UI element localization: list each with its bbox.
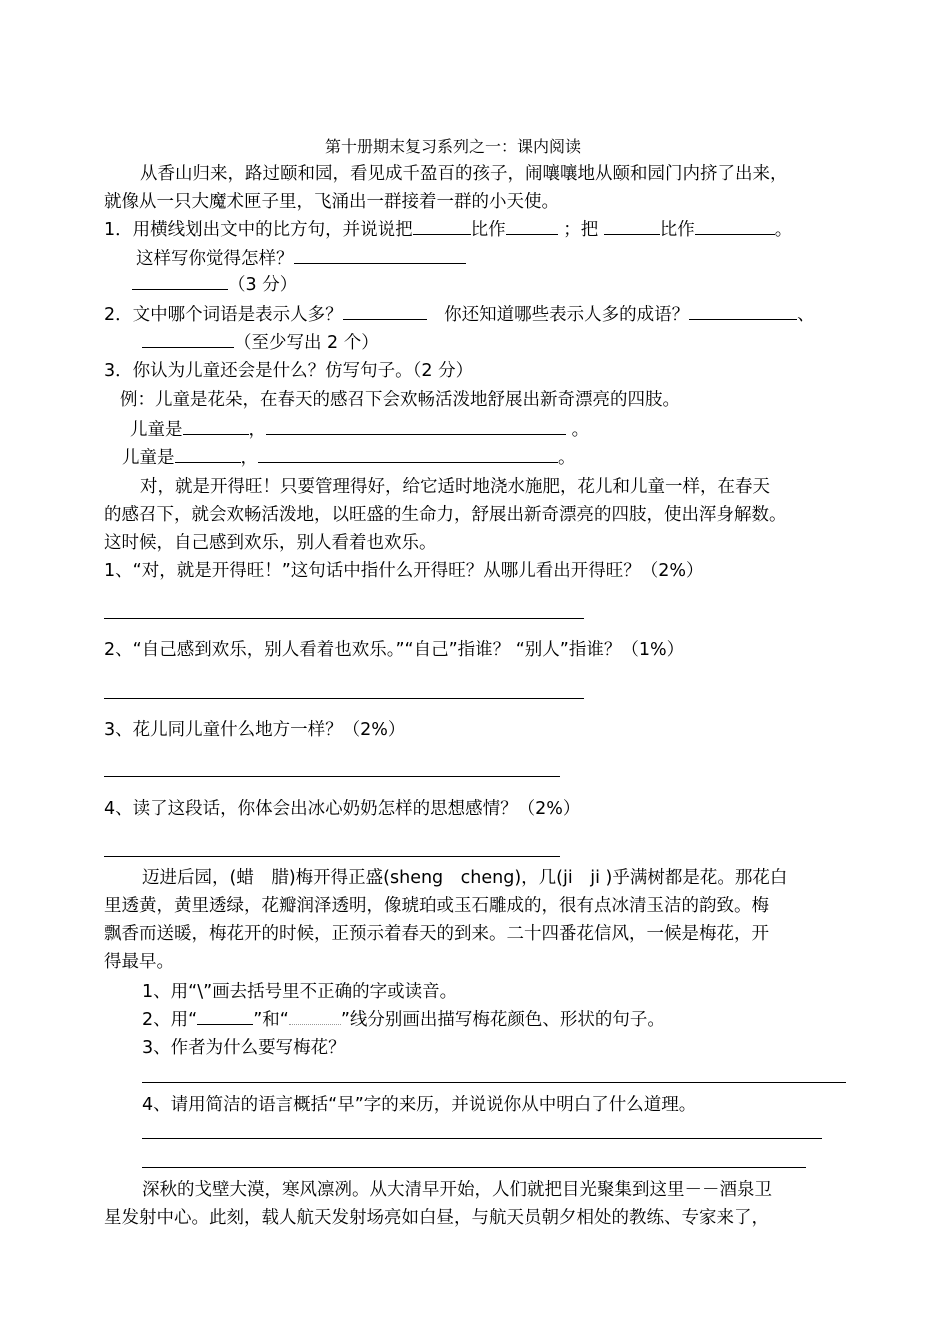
question-text: 2、用“ — [142, 1010, 198, 1030]
punctuation: 、 — [797, 305, 815, 325]
punctuation: ， — [248, 420, 266, 440]
question-text: ”线分别画出描写梅花颜色、形状的句子。 — [340, 1010, 665, 1030]
answer-blank[interactable] — [258, 446, 558, 463]
passage4-line1: 深秋的戈壁大漠，寒风凛冽。从大清早开始，人们就把目光聚集到这里－－酒泉卫 — [142, 1180, 772, 1200]
section3-question1: 1、用“\”画去括号里不正确的字或读音。 — [142, 982, 458, 1002]
page-title: 第十册期末复习系列之一：课内阅读 — [325, 137, 582, 156]
punctuation: 。 — [558, 448, 576, 468]
question1-subline — [136, 247, 466, 271]
answer-blank[interactable] — [506, 218, 558, 235]
section3-question4: 4、请用简洁的语言概括“早”字的来历，并说说你从中明白了什么道理。 — [142, 1095, 697, 1115]
passage3-line3: 飘香而送暖，梅花开的时候，正预示着春天的到来。二十四番花信风，一候是梅花，开 — [104, 924, 769, 944]
question1-sub-text: 这样写你觉得怎样？ — [136, 249, 294, 269]
passage1-line2: 就像从一只大魔术匣子里，飞涌出一群接着一群的小天使。 — [104, 192, 559, 212]
passage1-line1: 从香山归来，路过颐和园，看见成千盈百的孩子，闹嚷嚷地从颐和园门内挤了出来， — [140, 164, 788, 184]
straight-line-sample — [197, 1008, 253, 1025]
section2-question1: 1、“对，就是开得旺！”这句话中指什么开得旺？从哪儿看出开得旺？（2%） — [104, 561, 704, 581]
answer-blank[interactable] — [413, 218, 471, 235]
question1-score-line — [132, 273, 297, 297]
answer-line[interactable] — [104, 776, 560, 777]
question1-line — [104, 218, 792, 242]
answer-blank[interactable] — [175, 446, 241, 463]
question3-example: 例：儿童是花朵，在春天的感召下会欢畅活泼地舒展出新奇漂亮的四肢。 — [120, 390, 680, 410]
passage2-line3: 这时候，自己感到欢乐，别人看着也欢乐。 — [104, 533, 437, 553]
answer-prefix: 儿童是 — [122, 448, 175, 468]
answer-blank[interactable] — [604, 218, 660, 235]
passage3-line4: 得最早。 — [104, 952, 174, 972]
question1-text: 1．用横线划出文中的比方句，并说说把 — [104, 220, 413, 240]
punctuation: ， — [240, 448, 258, 468]
answer-line[interactable] — [104, 856, 560, 857]
question3-answer-line — [130, 418, 589, 442]
passage3-line1: 迈进后园，(蜡 腊)梅开得正盛(sheng cheng)，几(ji ji )乎满树都是花。那花白 — [142, 868, 788, 888]
answer-blank[interactable] — [343, 303, 427, 320]
answer-blank[interactable] — [689, 303, 797, 320]
question2-note: （至少写出 2 个） — [234, 333, 379, 353]
answer-blank[interactable] — [142, 331, 234, 348]
answer-blank[interactable] — [183, 418, 249, 435]
section2-question3: 3、花儿同儿童什么地方一样？（2%） — [104, 720, 406, 740]
question2-line — [104, 303, 815, 327]
question2-text: 2．文中哪个词语是表示人多？ — [104, 305, 343, 325]
answer-prefix: 儿童是 — [130, 420, 183, 440]
punctuation: 。 — [774, 220, 793, 240]
punctuation: 。 — [571, 420, 590, 440]
answer-line[interactable] — [104, 618, 584, 619]
answer-line[interactable] — [142, 1082, 846, 1083]
answer-blank[interactable] — [695, 218, 775, 235]
compare-word: 比作 — [470, 220, 506, 240]
answer-blank[interactable] — [132, 273, 228, 290]
section2-question2: 2、“自己感到欢乐，别人看着也欢乐。”“自己”指谁？ “别人”指谁？（1%） — [104, 640, 685, 660]
answer-blank[interactable] — [294, 247, 466, 264]
passage3-line2: 里透黄，黄里透绿，花瓣润泽透明，像琥珀或玉石雕成的，很有点冰清玉洁的韵致。梅 — [104, 896, 769, 916]
question1-separator: ；把 — [563, 220, 599, 240]
passage2-line1: 对，就是开得旺！只要管理得好，给它适时地浇水施肥，花儿和儿童一样，在春天 — [140, 477, 770, 497]
answer-line[interactable] — [104, 698, 584, 699]
compare-word: 比作 — [659, 220, 695, 240]
section3-question3: 3、作者为什么要写梅花？ — [142, 1038, 346, 1058]
passage2-line2: 的感召下，就会欢畅活泼地，以旺盛的生命力，舒展出新奇漂亮的四肢，使出浑身解数。 — [104, 505, 787, 525]
section2-question4: 4、读了这段话，你体会出冰心奶奶怎样的思想感情？（2%） — [104, 799, 581, 819]
answer-line[interactable] — [142, 1138, 822, 1139]
question2-text-b: 你还知道哪些表示人多的成语？ — [444, 305, 690, 325]
wavy-line-sample — [289, 1010, 341, 1025]
question2-subline — [142, 331, 379, 355]
section3-question2 — [142, 1008, 665, 1032]
answer-line[interactable] — [142, 1167, 806, 1168]
question3-answer-line — [122, 446, 576, 470]
score-label: （3 分） — [228, 275, 298, 295]
passage4-line2: 星发射中心。此刻，载人航天发射场亮如白昼，与航天员朝夕相处的教练、专家来了， — [104, 1208, 769, 1228]
question3-text: 3．你认为儿童还会是什么？仿写句子。（2 分） — [104, 361, 474, 381]
question-text: ”和“ — [253, 1010, 289, 1030]
answer-blank[interactable] — [266, 418, 566, 435]
